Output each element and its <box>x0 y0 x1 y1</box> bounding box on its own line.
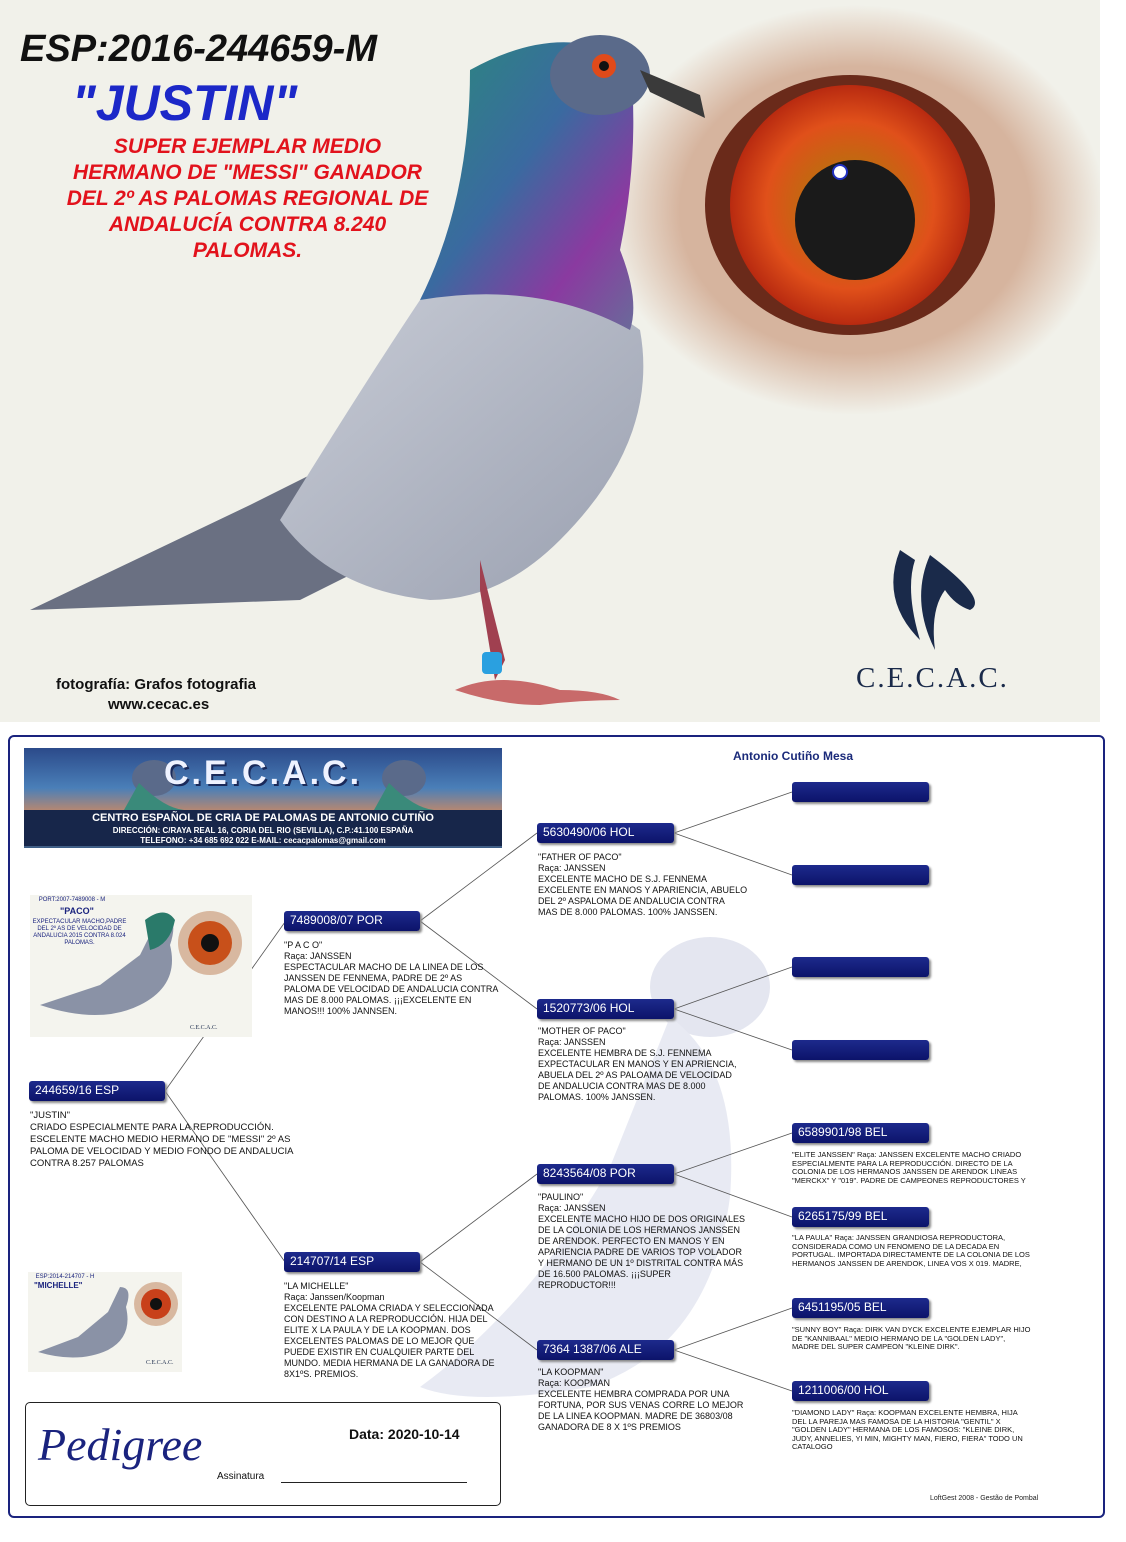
cecac-logo-text: C.E.C.A.C. <box>856 662 1009 694</box>
thumbnail-paco-logo: C.E.C.A.C. <box>190 1025 218 1031</box>
dam-dam-line: EXCELENTE HEMBRA COMPRADA POR UNA <box>538 1389 730 1399</box>
sire-dam-line: EXPECTACULAR EN MANOS Y EN APRIENCIA, <box>538 1059 737 1069</box>
dam-dam-line: Raça: KOOPMAN <box>538 1378 611 1388</box>
dam-dam-line: GANADORA DE 8 X 1ºS PREMIOS <box>538 1422 681 1432</box>
great-grandparent-3-box[interactable] <box>792 957 929 977</box>
banner-subtitle: CENTRO ESPAÑOL DE CRIA DE PALOMAS DE ANTONIO CUTIÑO <box>92 812 434 824</box>
sire-line: "P A C O" <box>284 940 323 950</box>
thumbnail-michelle-name: "MICHELLE" <box>34 1281 83 1290</box>
dam-line: "LA MICHELLE" <box>284 1281 349 1291</box>
dam-dam-line: FORTUNA, POR SUS VENAS CORRE LO MEJOR <box>538 1400 744 1410</box>
dam-sire-line: DE ARENDOK. PERFECTO EN MANOS Y EN <box>538 1236 725 1246</box>
sire-sire-notes <box>538 852 778 918</box>
dam-sire-dam-line: GRANDIOSA REPRODUCTORA, CONSIDERADA COMO UN <box>792 1234 1006 1251</box>
sire-dam-line: "MOTHER OF PACO" <box>538 1026 626 1036</box>
dam-sire-notes <box>538 1192 783 1291</box>
dam-ring-box[interactable]: 214707/14 ESP <box>284 1252 420 1272</box>
poster-description-line: PALOMAS. <box>192 239 303 262</box>
dam-dam-dam-ring-box[interactable]: 1211006/00 HOL <box>792 1381 929 1401</box>
poster-ring-number: ESP:2016-244659-M <box>20 28 377 70</box>
subject-notes <box>30 1110 330 1170</box>
photo-credit: fotografía: Grafos fotografia <box>56 676 257 693</box>
sire-sire-line: "FATHER OF PACO" <box>538 852 622 862</box>
dam-line: EXCELENTE PALOMA CRIADA Y SELECCIONADA <box>284 1303 494 1313</box>
dam-notes <box>284 1281 524 1380</box>
dam-sire-ring-box[interactable]: 8243564/08 POR <box>537 1164 674 1184</box>
poster-description-line: HERMANO DE "MESSI" GANADOR <box>73 161 422 184</box>
sire-dam-line: PALOMAS. 100% JANSSEN. <box>538 1092 656 1102</box>
signature-label: Assinatura <box>217 1471 265 1482</box>
banner-contact: TELEFONO: +34 685 692 022 E-MAIL: cecacpalomas@gmail.com <box>140 836 386 845</box>
dam-line: 8X1ºS. PREMIOS. <box>284 1369 359 1379</box>
dam-line: CON DESTINO A LA REPRODUCCIÓN. HIJA DEL <box>284 1314 488 1324</box>
sire-notes <box>284 940 514 1017</box>
dam-sire-sire-ring-box[interactable]: 6589901/98 BEL <box>792 1123 929 1143</box>
dam-sire-line: Y HERMANO DE UN 1º DISTRITAL CONTRA MÁS <box>538 1258 744 1268</box>
sire-dam-line: ABUELA DEL 2º AS PALOAMA DE VELOCIDAD <box>538 1070 732 1080</box>
dam-sire-sire-line: "ELITE JANSSEN" <box>792 1151 855 1159</box>
sire-ring-box[interactable]: 7489008/07 POR <box>284 911 420 931</box>
cecac-banner <box>24 748 502 848</box>
dam-sire-dam-line: DIRECTAMENTE DE LA COLONIA DE LOS HERMANOS <box>792 1250 1030 1268</box>
poster-description-line: ANDALUCÍA CONTRA 8.240 <box>108 213 387 236</box>
subject-line: CRIADO ESPECIALMENTE PARA LA REPRODUCCIÓN. <box>30 1122 274 1133</box>
dam-sire-sire-line: REPRODUCCIÓN. DIRECTO DE LA COLONIA DE LOS <box>792 1158 1013 1176</box>
dam-sire-dam-line: Raça: JANSSEN <box>834 1234 891 1242</box>
subject-ring-box[interactable]: 244659/16 ESP <box>29 1081 165 1101</box>
sire-dam-line: DE ANDALUCIA CONTRA MAS DE 8.000 <box>538 1081 706 1091</box>
sire-line: MANOS!!! 100% JANNSEN. <box>284 1006 398 1016</box>
thumbnail-paco <box>30 895 252 1037</box>
website-text: www.cecac.es <box>108 696 210 713</box>
date-value: 2020-10-14 <box>387 1426 460 1442</box>
dam-dam-dam-line: MIN, MIGHTY MAN, FIERO, FIERA" TODO UN CATALOGO <box>792 1433 1023 1451</box>
subject-line: "JUSTIN" <box>30 1110 70 1121</box>
banner-address: DIRECCIÓN: C/RAYA REAL 16, CORIA DEL RIO (SEVILLA), C.P.:41.100 ESPAÑA <box>112 826 414 835</box>
thumbnail-michelle-ring: ESP:2014-214707 - H <box>35 1274 95 1280</box>
dam-dam-line: DE LA LINEA KOOPMAN. MADRE DE 36803/08 <box>538 1411 733 1421</box>
dam-sire-line: "PAULINO" <box>538 1192 584 1202</box>
date-label: Data: <box>349 1426 385 1442</box>
dam-sire-sire-line: "019". PADRE DE CAMPEONES REPRODUCTORES Y <box>838 1175 1026 1185</box>
sire-sire-line: EXCELENTE EN MANOS Y APARIENCIA, ABUELO <box>538 885 748 895</box>
poster-description-line: DEL 2º AS PALOMAS REGIONAL DE <box>66 187 429 210</box>
thumbnail-michelle-logo: C.E.C.A.C. <box>146 1360 174 1366</box>
thumbnail-paco-caption: EXPECTACULAR MACHO,PADRE DEL 2º AS DE VELOCIDAD DE ANDALUCIA 2015 CONTRA 8.024 PALOMAS. <box>32 919 127 946</box>
dam-dam-sire-line: Raça: DIRK VAN DYCK <box>843 1326 923 1334</box>
dam-sire-dam-ring-box[interactable]: 6265175/99 BEL <box>792 1207 929 1227</box>
signature-line[interactable] <box>281 1482 467 1483</box>
dam-sire-sire-notes <box>792 1151 1032 1199</box>
dam-dam-sire-line: CAMPEON "KLEINE DIRK". <box>865 1342 960 1351</box>
dam-sire-dam-line: FENOMENO DE LA DECADA EN PORTUGAL. IMPORTADA <box>792 1241 1000 1259</box>
sire-line: ESPECTACULAR MACHO DE LA LINEA DE LOS <box>284 962 484 972</box>
dam-sire-sire-line: HERMANOS JANSSEN DE ARENDOK LINEAS "MERCKX" Y <box>792 1167 1018 1185</box>
pedigree-title: Pedigree <box>38 1419 203 1470</box>
dam-sire-line: DE 16.500 PALOMAS. ¡¡¡SUPER <box>538 1269 671 1279</box>
sire-sire-line: DEL 2º ASPALOMA DE ANDALUCIA CONTRA <box>538 896 725 906</box>
dam-dam-dam-notes <box>792 1409 1032 1463</box>
dam-sire-line: Raça: JANSSEN <box>538 1203 606 1213</box>
dam-dam-dam-line: "DIAMOND LADY" <box>792 1409 855 1417</box>
dam-dam-sire-notes <box>792 1326 1032 1370</box>
dam-line: PUEDE EXISTIR EN CUALQUIER PARTE DEL <box>284 1347 475 1357</box>
dam-sire-dam-notes <box>792 1234 1032 1286</box>
dam-sire-dam-line: JANSSEN DE ARENDOK, LINEA VOS X 019. MADRE, <box>837 1258 1022 1268</box>
dam-line: ELITE X LA PAULA Y DE LA KOOPMAN. DOS <box>284 1325 471 1335</box>
dam-sire-line: EXCELENTE MACHO HIJO DE DOS ORIGINALES <box>538 1214 746 1224</box>
great-grandparent-4-box[interactable] <box>792 1040 929 1060</box>
sire-dam-line: Raça: JANSSEN <box>538 1037 606 1047</box>
great-grandparent-1-box[interactable] <box>792 782 929 802</box>
dam-dam-notes <box>538 1367 778 1433</box>
dam-line: MUNDO. MEDIA HERMANA DE LA GANADORA DE <box>284 1358 495 1368</box>
dam-sire-sire-line: Raça: JANSSEN <box>856 1151 914 1159</box>
subject-line: CONTRA 8.257 PALOMAS <box>30 1158 144 1169</box>
sire-dam-line: EXCELENTE HEMBRA DE S.J. FENNEMA <box>538 1048 712 1058</box>
dam-dam-sire-ring-box[interactable]: 6451195/05 BEL <box>792 1298 929 1318</box>
subject-line: PALOMA DE VELOCIDAD Y MEDIO FONDO DE ANDALUCIA <box>30 1146 294 1157</box>
banner-title: C.E.C.A.C. <box>163 754 363 792</box>
dam-dam-line: "LA KOOPMAN" <box>538 1367 604 1377</box>
sire-line: Raça: JANSSEN <box>284 951 352 961</box>
dam-line: EXCELENTES PALOMAS DE LO MEJOR QUE <box>284 1336 475 1346</box>
poster-pigeon-name: "JUSTIN" <box>72 75 298 131</box>
date-field <box>349 1426 460 1442</box>
dam-dam-sire-line: HERMANO DE LA "GOLDEN LADY", MADRE DEL SUPER <box>792 1333 1006 1351</box>
thumbnail-paco-art <box>30 895 252 1037</box>
sire-sire-line: Raça: JANSSEN <box>538 863 606 873</box>
dam-line: Raça: Janssen/Koopman <box>284 1292 385 1302</box>
dam-sire-dam-line: "LA PAULA" <box>792 1234 833 1242</box>
sire-dam-notes <box>538 1026 778 1103</box>
sire-sire-line: MAS DE 8.000 PALOMAS. 100% JANSSEN. <box>538 907 718 917</box>
dam-dam-dam-line: Raça: KOOPMAN <box>856 1409 917 1417</box>
dam-dam-ring-box[interactable]: 7364 1387/06 ALE <box>537 1340 674 1360</box>
thumbnail-paco-name: "PACO" <box>60 906 94 916</box>
subject-line: ESCELENTE MACHO MEDIO HERMANO DE "MESSI" 2º AS <box>30 1134 291 1145</box>
footer-credit: LoftGest 2008 - Gestão de Pombal <box>930 1495 1039 1502</box>
great-grandparent-2-box[interactable] <box>792 865 929 885</box>
sire-sire-line: EXCELENTE MACHO DE S.J. FENNEMA <box>538 874 708 884</box>
sire-dam-ring-box[interactable]: 1520773/06 HOL <box>537 999 674 1019</box>
dam-dam-dam-line: DE LA HISTORIA "GENTIL" X "GOLDEN LADY" HERMANA <box>792 1416 1001 1434</box>
thumbnail-paco-ring: PORT:2007-7489008 - M <box>38 897 106 903</box>
dam-sire-line: REPRODUCTOR!!! <box>538 1280 616 1290</box>
dam-sire-line: DE LA COLONIA DE LOS HERMANOS JANSSEN <box>538 1225 741 1235</box>
dam-dam-sire-line: EXCELENTE EJEMPLAR HIJO DE "KANNIBAAL" MEDIO <box>792 1326 1031 1343</box>
dam-dam-sire-line: "SUNNY BOY" <box>792 1326 842 1334</box>
poster-description-line: SUPER EJEMPLAR MEDIO <box>113 135 382 158</box>
dam-dam-dam-line: DE LOS FAMOSOS: "KLEINE DIRK, JUDY, ANNELIES, YI <box>792 1425 1015 1443</box>
dam-sire-line: APARIENCIA PADRE DE VARIOS TOP VOLADOR <box>538 1247 743 1257</box>
sire-sire-ring-box[interactable]: 5630490/06 HOL <box>537 823 674 843</box>
dam-dam-dam-line: EXCELENTE HEMBRA, HIJA DEL LA PAREJA MAS FAMOSA <box>792 1409 1018 1426</box>
owner-name: Antonio Cutiño Mesa <box>733 749 853 763</box>
dam-sire-sire-line: EXCELENTE MACHO CRIADO ESPECIALMENTE PARA LA <box>792 1151 1022 1168</box>
sire-line: JANSSEN DE FENNEMA, PADRE DE 2º AS <box>284 973 463 983</box>
thumbnail-michelle <box>28 1272 182 1372</box>
sire-line: MAS DE 8.000 PALOMAS. ¡¡¡EXCELENTE EN <box>284 995 472 1005</box>
sire-line: PALOMA DE VELOCIDAD DE ANDALUCIA CONTRA <box>284 984 499 994</box>
